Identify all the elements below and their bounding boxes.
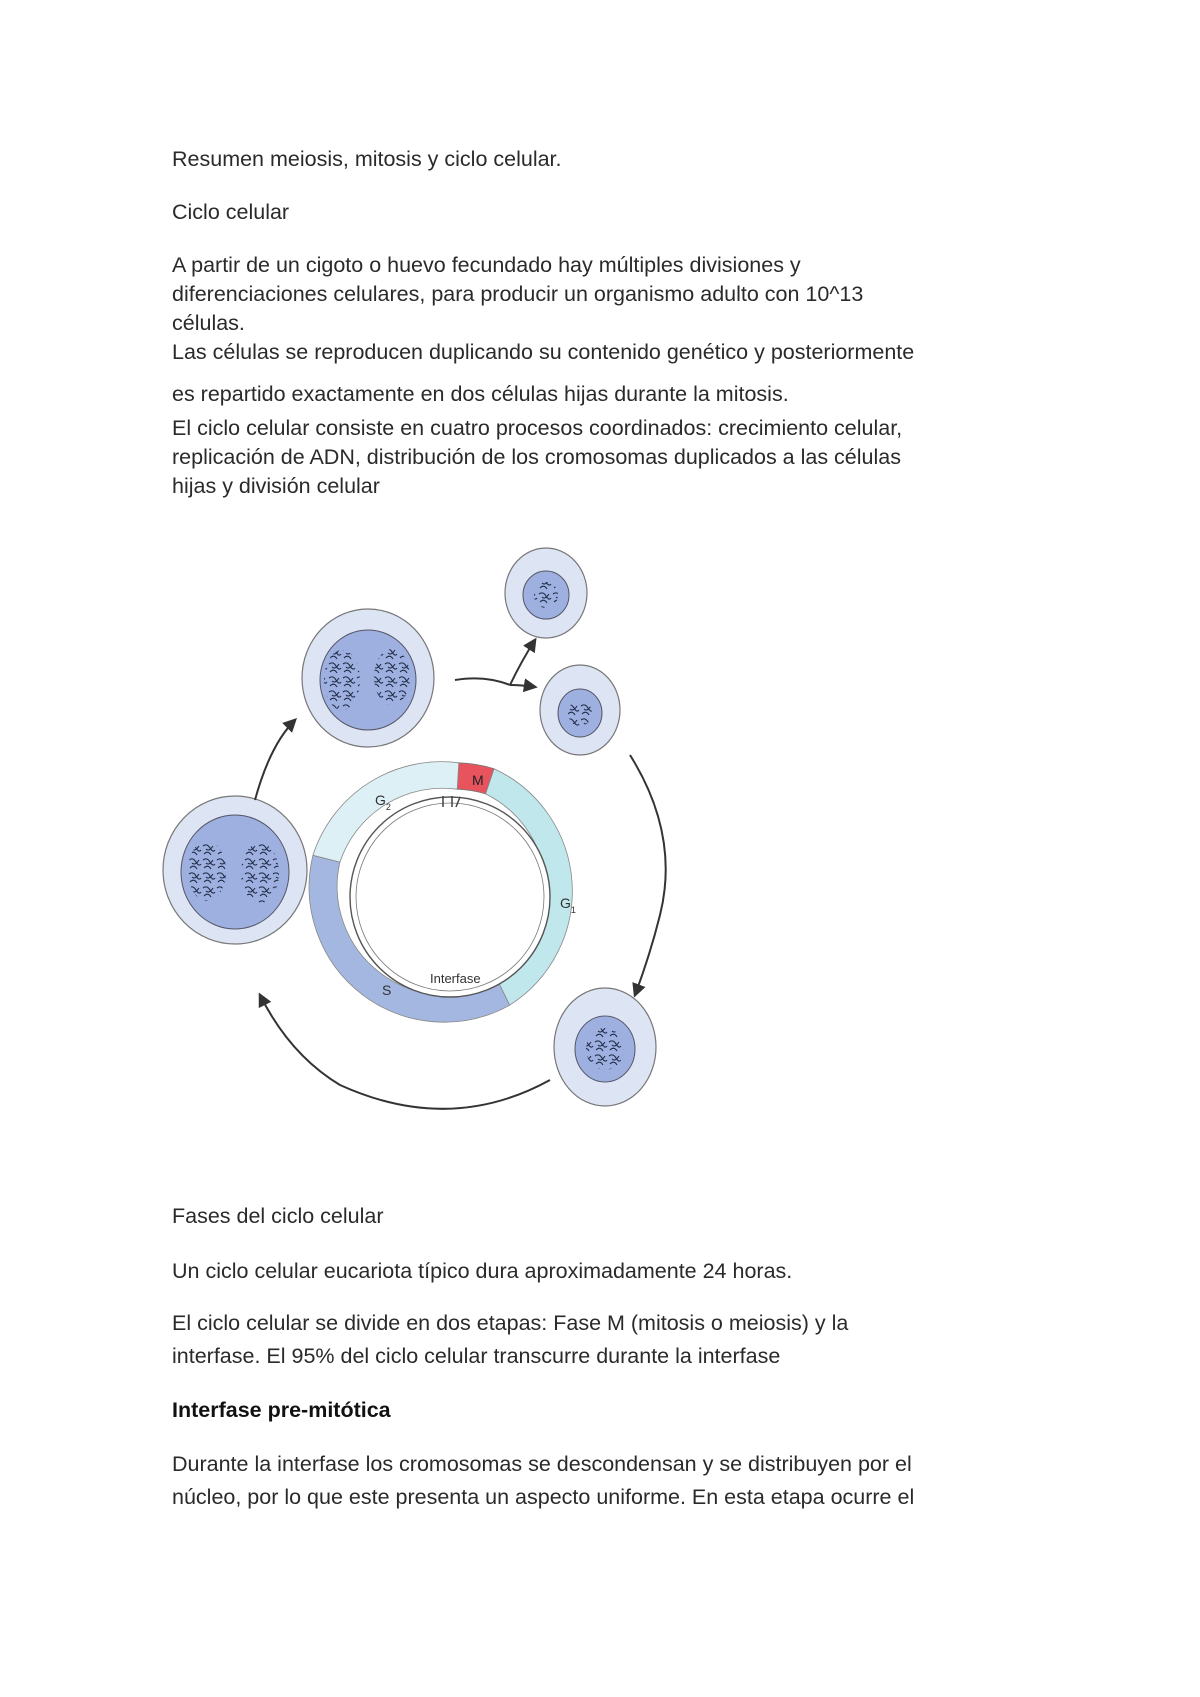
document-title: Resumen meiosis, mitosis y ciclo celular. (172, 147, 562, 171)
g2-phase-label: $G_2$ (375, 792, 391, 812)
mitotic-cell (302, 609, 434, 747)
cycle-line: El ciclo celular consiste en cuatro procesos coordinados: crecimiento celular, (172, 416, 903, 440)
stages-line: El ciclo celular se divide en dos etapas: Fase M (mitosis o meiosis) y la (172, 1311, 849, 1335)
cycle-line: replicación de ADN, distribución de los cromosomas duplicados a las células (172, 445, 901, 469)
interphase-line: Durante la interfase los cromosomas se descondensan y se distribuyen por el (172, 1452, 912, 1476)
cell-cycle-diagram (160, 535, 720, 1135)
interphase-line: núcleo, por lo que este presenta un aspecto uniforme. En esta etapa ocurre el (172, 1485, 915, 1509)
g1-cell (554, 988, 656, 1106)
interphase-label: Interfase (430, 971, 481, 986)
stages-line: interfase. El 95% del ciclo celular transcurre durante la interfase (172, 1344, 781, 1368)
duration-text: Un ciclo celular eucariota típico dura aproximadamente 24 horas. (172, 1259, 793, 1283)
section-heading-ciclo-celular: Ciclo celular (172, 200, 290, 224)
intro-line: células. (172, 311, 245, 335)
daughter-cell-top (505, 548, 587, 638)
daughter-cell-bottom (540, 665, 620, 755)
cycle-line: hijas y división celular (172, 474, 380, 498)
section-heading-fases: Fases del ciclo celular (172, 1204, 384, 1228)
m-phase-label: M (472, 772, 484, 788)
section-heading-interfase: Interfase pre-mitótica (172, 1398, 391, 1422)
intro-line: diferenciaciones celulares, para producir un organismo adulto con 10^13 (172, 282, 864, 306)
intro-line: es repartido exactamente en dos células hijas durante la mitosis. (172, 382, 789, 406)
intro-line: Las células se reproducen duplicando su contenido genético y posteriormente (172, 340, 915, 364)
s-phase-label: S (382, 982, 392, 998)
intro-line: A partir de un cigoto o huevo fecundado hay múltiples divisiones y (172, 253, 801, 277)
g1-phase-label: $G_1$ (560, 895, 576, 915)
g2-cell (163, 796, 307, 944)
